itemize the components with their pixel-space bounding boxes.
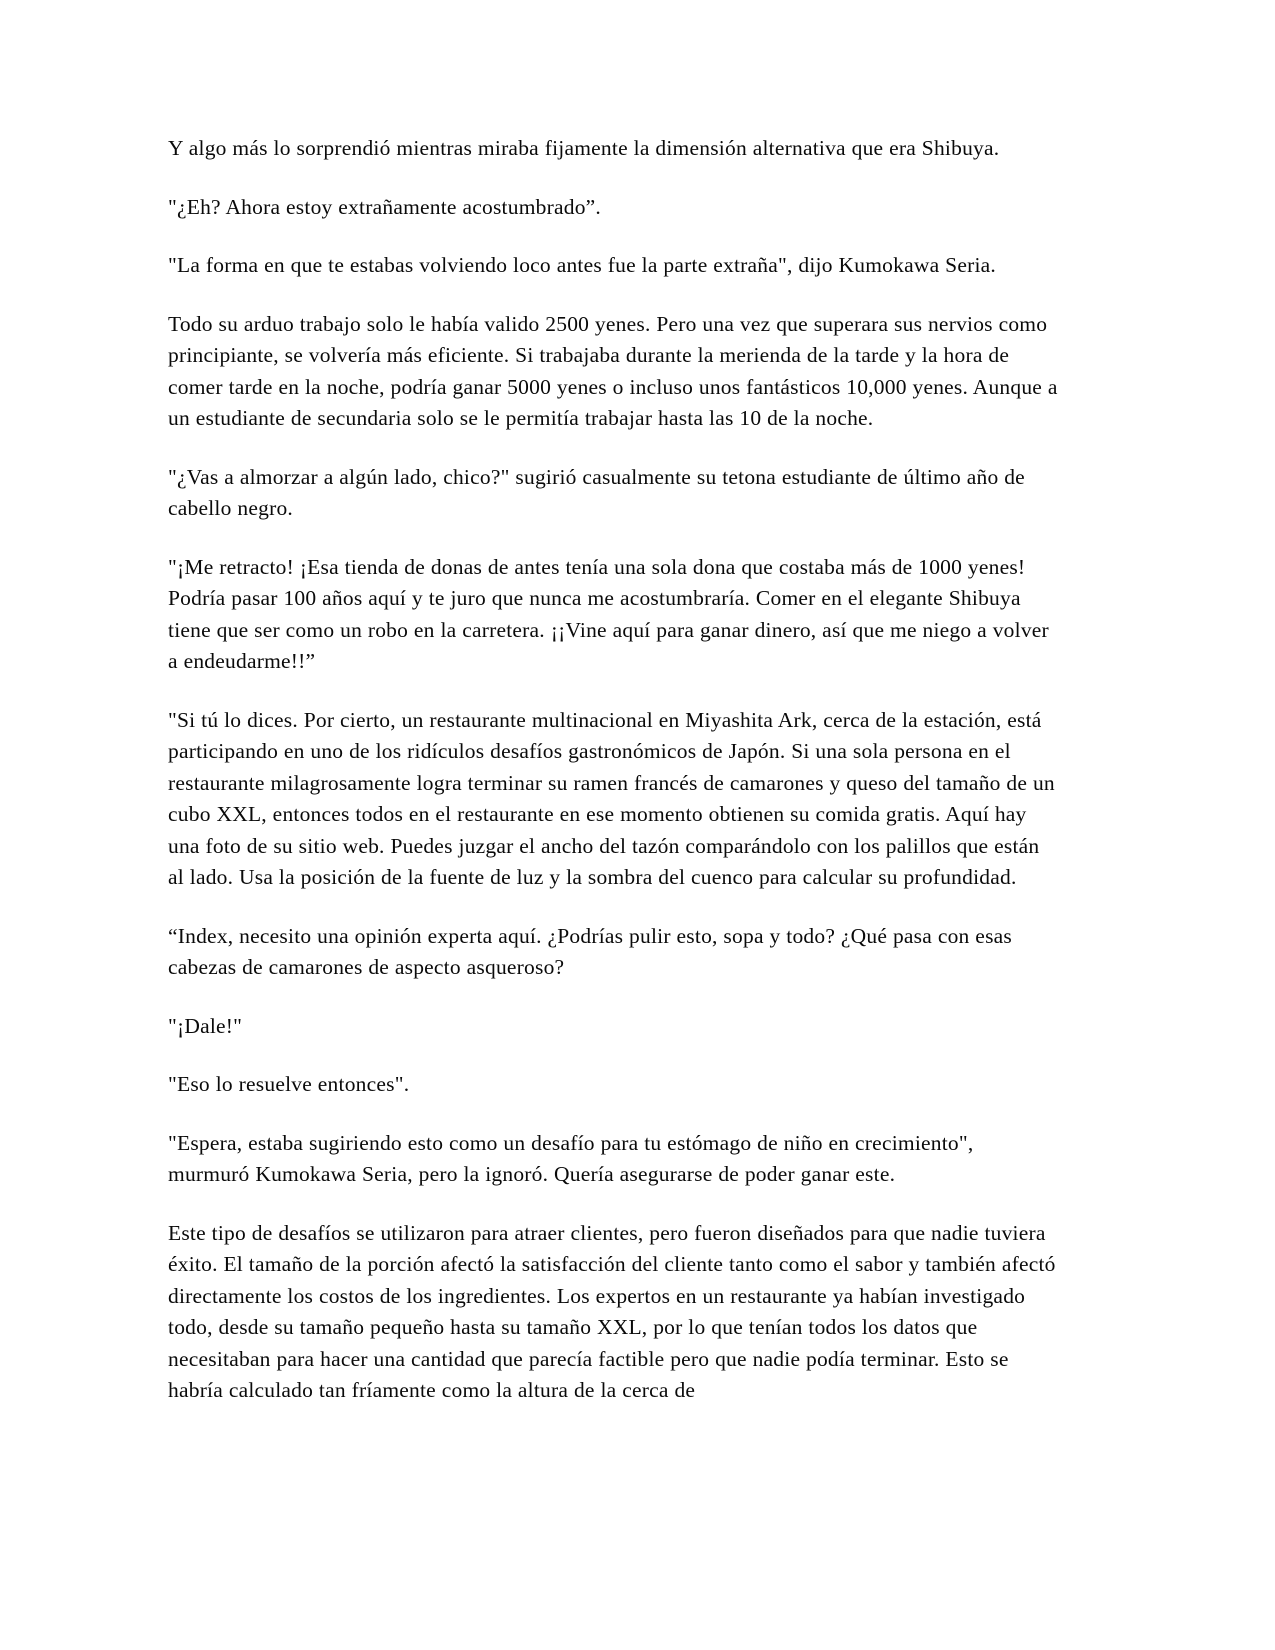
- page-text-body: [168, 133, 1060, 1407]
- paragraph: "La forma en que te estabas volviendo loco antes fue la parte extraña", dijo Kumokawa Seria.: [168, 253, 996, 277]
- paragraph: "¡Dale!": [168, 1013, 243, 1038]
- paragraph: Todo su arduo trabajo solo le había valido 2500 yenes. Pero una vez que superara sus nervios como principiante, se volvería más eficiente. Si trabajaba durante la merienda de la tarde y la hora de comer tarde en la noche, podría ganar 5000 yenes o incluso unos fantásticos 10,000 yenes. Aunque a un estudiante de secundaria solo se le permitía trabajar hasta las 10 de la noche.: [168, 311, 1058, 430]
- paragraph: "¿Vas a almorzar a algún lado, chico?" sugirió casualmente su tetona estudiante de último año de cabello negro.: [168, 464, 1025, 520]
- paragraph: "Eso lo resuelve entonces".: [168, 1072, 410, 1096]
- paragraph: "¿Eh? Ahora estoy extrañamente acostumbrado”.: [168, 194, 602, 219]
- paragraph: "Espera, estaba sugiriendo esto como un desafío para tu estómago de niño en crecimiento", murmuró Kumokawa Seria, pero la ignoró. Quería asegurarse de poder ganar este.: [168, 1130, 974, 1186]
- paragraph: "Si tú lo dices. Por cierto, un restaurante multinacional en Miyashita Ark, cerca de la estación, está participando en uno de los ridículos desafíos gastronómicos de Japón. Si una sola persona en el restaurante milagrosamente logra terminar su ramen francés de camarones y queso del tamaño de un cubo XXL, entonces todos en el restaurante en ese momento obtienen su comida gratis. Aquí hay una foto de su sitio web. Puedes juzgar el ancho del tazón comparándolo con los palillos que están al lado. Usa la posición de la fuente de luz y la sombra del cuenco para calcular su profundidad.: [168, 707, 1055, 889]
- paragraph: "¡Me retracto! ¡Esa tienda de donas de antes tenía una sola dona que costaba más de 1000 yenes! Podría pasar 100 años aquí y te juro que nunca me acostumbraría. Comer en el elegante Shibuya tiene que ser como un robo en la carretera. ¡¡Vine aquí para ganar dinero, así que me niego a volver a endeudarme!!”: [168, 554, 1049, 673]
- paragraph: “Index, necesito una opinión experta aquí. ¿Podrías pulir esto, sopa y todo? ¿Qué pasa con esas cabezas de camarones de aspecto asqueroso?: [168, 923, 1012, 979]
- paragraph: Este tipo de desafíos se utilizaron para atraer clientes, pero fueron diseñados para que nadie tuviera éxito. El tamaño de la porción afectó la satisfacción del cliente tanto como el sabor y también afectó directamente los costos de los ingredientes. Los expertos en un restaurante ya habían investigado todo, desde su tamaño pequeño hasta su tamaño XXL, por lo que tenían todos los datos que necesitaban para hacer una cantidad que parecía factible pero que nadie podía terminar. Esto se habría calculado tan fríamente como la altura de la cerca de: [168, 1220, 1056, 1402]
- paragraph: Y algo más lo sorprendió mientras miraba fijamente la dimensión alternativa que era Shibuya.: [168, 136, 1000, 160]
